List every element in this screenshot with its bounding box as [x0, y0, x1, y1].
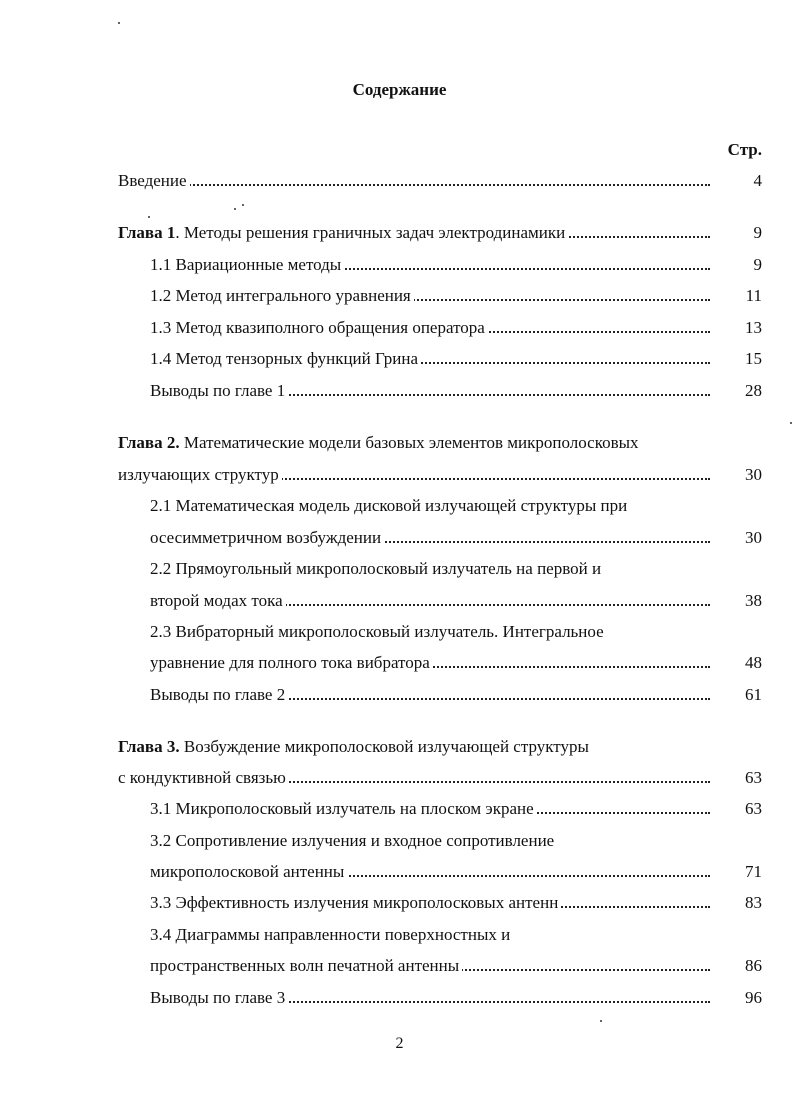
toc-item-3-1[interactable] — [150, 796, 762, 822]
toc-entry-page: 83 — [745, 893, 762, 912]
toc-entry-label: излучающих структур — [118, 462, 282, 488]
toc-entry-page: 9 — [753, 223, 762, 242]
toc-item-2-1-title[interactable]: 2.1 Математическая модель дисковой излучающей структуры при — [150, 496, 628, 515]
scan-speck — [242, 204, 244, 206]
toc-entry-page: 30 — [745, 528, 762, 547]
toc-item-3-4[interactable] — [150, 953, 762, 979]
toc-entry-label: 1.4 Метод тензорных функций Грина — [150, 346, 421, 372]
toc-entry-page: 13 — [745, 318, 762, 337]
toc-entry-page: 15 — [745, 349, 762, 368]
toc-entry-page: 48 — [745, 653, 762, 672]
toc-entry-label: микрополосковой антенны — [150, 859, 347, 885]
toc-item-2-2-title[interactable]: 2.2 Прямоугольный микрополосковый излучатель на первой и — [150, 559, 602, 578]
toc-item-2-1[interactable] — [150, 525, 762, 551]
toc-item-1-2[interactable] — [150, 283, 762, 309]
toc-entry-label: 3.1 Микрополосковый излучатель на плоском экране — [150, 796, 537, 822]
toc-entry-label: с кондуктивной связью — [118, 765, 289, 791]
toc-summary-2[interactable] — [150, 682, 762, 708]
scan-speck — [148, 216, 150, 218]
toc-item-1-3[interactable] — [150, 315, 762, 341]
toc-entry-label: осесимметричном возбуждении — [150, 525, 384, 551]
toc-entry-label: Выводы по главе 3 — [150, 985, 288, 1011]
toc-entry-page: 38 — [745, 591, 762, 610]
chapter-label: Глава 1 — [118, 223, 176, 242]
toc-entry-label: уравнение для полного тока вибратора — [150, 650, 433, 676]
toc-item-3-4-title[interactable]: 3.4 Диаграммы направленности поверхностных и — [150, 925, 511, 944]
toc-entry-label: 1.1 Вариационные методы — [150, 252, 344, 278]
scan-speck — [118, 22, 120, 24]
toc-chapter-3[interactable] — [118, 765, 762, 791]
scan-speck — [790, 422, 792, 424]
toc-entry-label: 1.3 Метод квазиполного обращения оператора — [150, 315, 488, 341]
toc-item-2-3[interactable] — [150, 650, 762, 676]
toc-entry-page: 96 — [745, 988, 762, 1007]
toc-entry-label: 1.2 Метод интегрального уравнения — [150, 283, 414, 309]
toc-chapter-2[interactable] — [118, 462, 762, 488]
toc-entry-label: пространственных волн печатной антенны — [150, 953, 462, 979]
toc-entry-page: 4 — [753, 171, 762, 190]
page-title: Содержание — [352, 80, 447, 99]
scan-speck — [234, 208, 236, 210]
toc-entry-page: 61 — [745, 685, 762, 704]
toc-entry-page: 28 — [745, 381, 762, 400]
page-number: 2 — [395, 1035, 404, 1052]
scan-speck — [600, 1020, 602, 1022]
toc-item-1-4[interactable] — [150, 346, 762, 372]
toc-item-3-3[interactable] — [150, 890, 762, 916]
toc-entry-label: Выводы по главе 2 — [150, 682, 288, 708]
toc-chapter-2-title[interactable] — [118, 430, 639, 456]
toc-item-3-2[interactable] — [150, 859, 762, 885]
chapter-label: Глава 2. — [118, 433, 180, 452]
toc-entry-page: 63 — [745, 768, 762, 787]
chapter-title: Математические модели базовых элементов микрополосковых — [179, 433, 639, 452]
toc-item-3-2-title[interactable]: 3.2 Сопротивление излучения и входное сопротивление — [150, 831, 555, 850]
chapter-title: Возбуждение микрополосковой излучающей структуры — [179, 737, 589, 756]
leader-dots — [118, 184, 710, 186]
toc-entry-intro[interactable] — [118, 168, 762, 194]
toc-entry-page: 63 — [745, 799, 762, 818]
toc-entry-label: Выводы по главе 1 — [150, 378, 288, 404]
chapter-label: Глава 3. — [118, 737, 180, 756]
toc-entry-page: 30 — [745, 465, 762, 484]
toc-item-2-3-title[interactable]: 2.3 Вибраторный микрополосковый излучатель. Интегральное — [150, 622, 604, 641]
toc-entry-page: 86 — [745, 956, 762, 975]
toc-chapter-3-title[interactable] — [118, 734, 589, 760]
toc-chapter-1[interactable] — [118, 220, 762, 246]
toc-entry-page: 71 — [745, 862, 762, 881]
toc-item-1-1[interactable] — [150, 252, 762, 278]
toc-entry-label: второй модах тока — [150, 588, 286, 614]
toc-entry-page: 11 — [745, 286, 762, 305]
toc-entry-page: 9 — [753, 255, 762, 274]
page-column-header: Стр. — [727, 140, 762, 159]
toc-item-2-2[interactable] — [150, 588, 762, 614]
toc-summary-3[interactable] — [150, 985, 762, 1011]
toc-entry-label: Введение — [118, 168, 190, 194]
toc-entry-label: 3.3 Эффективность излучения микрополосковых антенн — [150, 890, 561, 916]
chapter-title: . Методы решения граничных задач электродинамики — [175, 223, 566, 242]
toc-summary-1[interactable] — [150, 378, 762, 404]
